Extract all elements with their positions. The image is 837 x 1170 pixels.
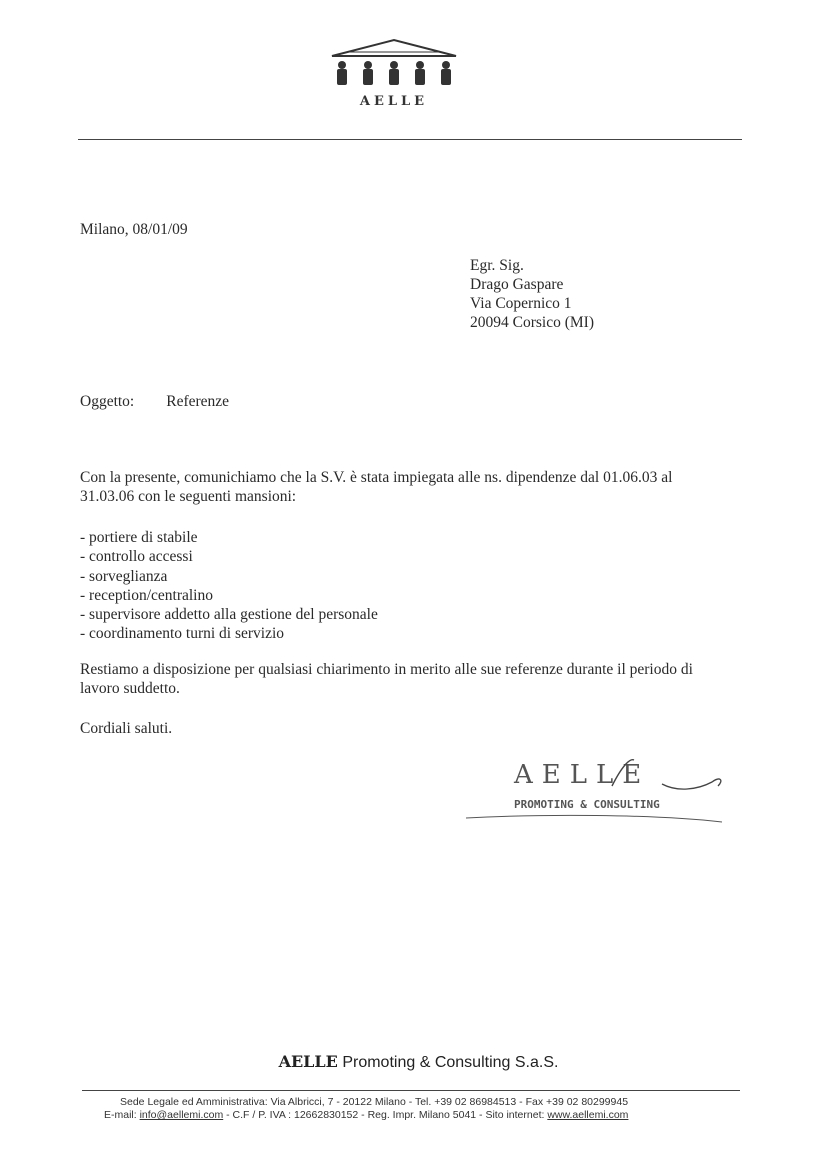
signature-scribble: [462, 756, 732, 828]
intro-line: 31.03.06 con le seguenti mansioni:: [80, 488, 297, 505]
stamp-name: AELLE: [514, 760, 651, 790]
recipient-salutation: Egr. Sig.: [470, 257, 524, 274]
subject-label: Oggetto:: [80, 393, 135, 410]
list-item: - sorveglianza: [80, 567, 168, 585]
place-date: Milano, 08/01/09: [80, 221, 188, 238]
intro-paragraph: [80, 468, 760, 506]
footer-contact-line: [104, 1109, 628, 1121]
stamp-tagline: PROMOTING & CONSULTING: [514, 798, 660, 811]
footer-company-rest: Promoting & Consulting S.a.S.: [342, 1054, 559, 1071]
duties-list: [80, 528, 378, 644]
recipient-street: Via Copernico 1: [470, 295, 572, 312]
list-item: - reception/centralino: [80, 586, 213, 604]
list-item: - supervisore addetto alla gestione del personale: [80, 606, 378, 624]
footer-email-link[interactable]: info@aellemi.com: [139, 1109, 224, 1121]
subject-line: [80, 393, 229, 411]
logo-emblem: [328, 38, 460, 94]
footer-registration-info: - C.F / P. IVA : 12662830152 - Reg. Impr. Milano 5041 - Sito internet:: [223, 1109, 548, 1121]
company-logo: [328, 38, 460, 114]
list-item: - portiere di stabile: [80, 529, 198, 546]
footer-email-label: E-mail:: [104, 1109, 137, 1121]
recipient-address: [470, 256, 594, 332]
subject-value: Referenze: [166, 393, 230, 410]
footer-address-line: Sede Legale ed Amministrativa: Via Albricci, 7 - 20122 Milano - Tel. +39 02 86984513 - Fax +39 02 80299945: [120, 1096, 629, 1108]
availability-line: Restiamo a disposizione per qualsiasi chiarimento in merito alle sue referenze durante il periodo di: [80, 661, 693, 678]
footer-website-link[interactable]: www.aellemi.com: [547, 1109, 629, 1121]
footer-divider: [82, 1090, 740, 1091]
list-item: - controllo accessi: [80, 548, 193, 566]
logo-wordmark: AELLE: [359, 94, 429, 109]
company-stamp: [462, 756, 732, 828]
footer-company-name: [0, 1052, 837, 1072]
list-item: - coordinamento turni di servizio: [80, 625, 285, 643]
recipient-city: 20094 Corsico (MI): [470, 314, 594, 331]
header-divider: [78, 139, 742, 140]
closing-greeting: Cordiali saluti.: [80, 720, 173, 737]
availability-paragraph: [80, 660, 760, 698]
footer-company-bold: AELLE: [278, 1052, 338, 1071]
intro-line: Con la presente, comunichiamo che la S.V. è stata impiegata alle ns. dipendenze dal 01.06.03 al: [80, 469, 673, 486]
availability-line: lavoro suddetto.: [80, 680, 180, 697]
recipient-name: Drago Gaspare: [470, 276, 564, 293]
